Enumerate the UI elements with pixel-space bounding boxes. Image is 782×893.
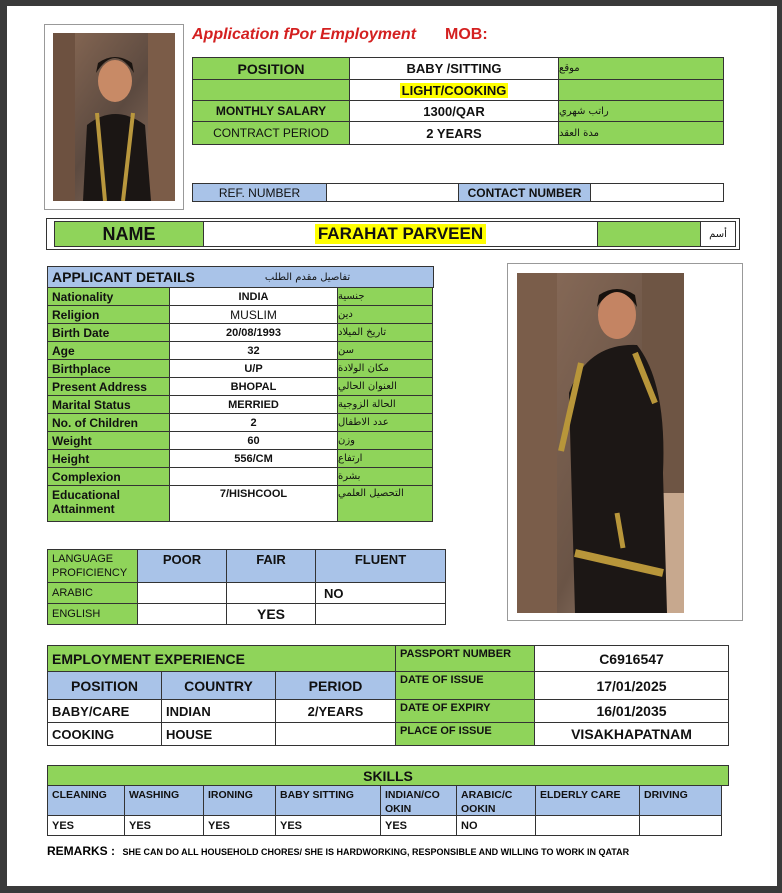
skill-name: CLEANING: [47, 785, 125, 816]
skill-name: DRIVING: [639, 785, 722, 816]
applicant-row-value: U/P: [169, 359, 338, 378]
applicant-row-label: Height: [47, 449, 170, 468]
skill-name: ARABIC/C OOKIN: [456, 785, 536, 816]
applicant-row-arabic: وزن: [337, 431, 433, 450]
name-spacer: [597, 221, 701, 247]
skill-value: [535, 815, 640, 836]
skill-name: BABY SITTING: [275, 785, 381, 816]
name-arabic: أسم: [700, 221, 736, 247]
application-sheet: [7, 6, 777, 886]
english-fluent: [315, 603, 446, 625]
applicant-row-value: 20/08/1993: [169, 323, 338, 342]
remarks: [47, 842, 747, 858]
contact-number-label: CONTACT NUMBER: [458, 183, 591, 202]
english-poor: [137, 603, 227, 625]
date-of-expiry-label: DATE OF EXPIRY: [395, 699, 535, 723]
skill-name: IRONING: [203, 785, 276, 816]
position-arabic-spacer: [558, 79, 724, 101]
applicant-row-value: 32: [169, 341, 338, 360]
exp-row2-position: COOKING: [47, 722, 162, 746]
exp-row1-country: INDIAN: [161, 699, 276, 723]
ref-number-label: REF. NUMBER: [192, 183, 327, 202]
skill-name: WASHING: [124, 785, 204, 816]
applicant-row-label: Complexion: [47, 467, 170, 486]
applicant-row-arabic: بشرة: [337, 467, 433, 486]
form-title: Application fPor Employment: [192, 26, 417, 43]
applicant-details-arabic: تفاصيل مقدم الطلب: [264, 271, 351, 283]
language-level-poor: POOR: [137, 549, 227, 583]
skill-value: NO: [456, 815, 536, 836]
applicant-row-arabic: العنوان الحالي: [337, 377, 433, 396]
position-value: BABY /SITTING: [349, 57, 559, 80]
date-of-issue-value: 17/01/2025: [534, 671, 729, 700]
place-of-issue-value: VISAKHAPATNAM: [534, 722, 729, 746]
exp-row1-period: 2/YEARS: [275, 699, 396, 723]
arabic-poor: [137, 582, 227, 604]
position-value2-cell: [349, 79, 559, 101]
large-photo-frame: [507, 263, 743, 621]
applicant-row-value: INDIA: [169, 287, 338, 306]
employment-experience-title: EMPLOYMENT EXPERIENCE: [47, 645, 396, 672]
name-label: NAME: [54, 221, 204, 247]
place-of-issue-label: PLACE OF ISSUE: [395, 722, 535, 746]
language-proficiency-header: LANGUAGE PROFICIENCY: [47, 549, 138, 583]
contract-value: 2 YEARS: [349, 121, 559, 145]
skill-name: ELDERLY CARE: [535, 785, 640, 816]
applicant-photo-large: [517, 273, 684, 613]
exp-header-country: COUNTRY: [161, 671, 276, 700]
salary-value: 1300/QAR: [349, 100, 559, 122]
skill-value: YES: [203, 815, 276, 836]
language-level-fluent: FLUENT: [315, 549, 446, 583]
remarks-text: SHE CAN DO ALL HOUSEHOLD CHORES/ SHE IS HARDWORKING, RESPONSIBLE AND WILLING TO WORK IN QATAR: [122, 847, 630, 857]
remarks-label: REMARKS :: [47, 844, 115, 858]
applicant-photo-small: [53, 33, 175, 201]
english-fair: YES: [226, 603, 316, 625]
applicant-row-label: Educational Attainment: [47, 485, 170, 522]
applicant-row-label: Religion: [47, 305, 170, 324]
ref-number-value: [326, 183, 459, 202]
salary-label: MONTHLY SALARY: [192, 100, 350, 122]
applicant-row-label: Marital Status: [47, 395, 170, 414]
applicant-row-arabic: سن: [337, 341, 433, 360]
applicant-row-arabic: عدد الاطفال: [337, 413, 433, 432]
applicant-row-arabic: مكان الولادة: [337, 359, 433, 378]
passport-number-value: C6916547: [534, 645, 729, 672]
applicant-row-label: Birth Date: [47, 323, 170, 342]
applicant-row-value: 7/HISHCOOL: [169, 485, 338, 522]
applicant-row-value: BHOPAL: [169, 377, 338, 396]
applicant-row-label: Weight: [47, 431, 170, 450]
exp-row2-period: [275, 722, 396, 746]
applicant-row-value: [169, 467, 338, 486]
small-photo-frame: [44, 24, 184, 210]
skill-value: [639, 815, 722, 836]
applicant-row-value: MUSLIM: [169, 305, 338, 324]
exp-header-period: PERIOD: [275, 671, 396, 700]
skill-value: YES: [380, 815, 457, 836]
exp-row1-position: BABY/CARE: [47, 699, 162, 723]
contract-arabic: مدة العقد: [558, 121, 724, 145]
mob-label: MOB:: [445, 26, 488, 43]
applicant-row-arabic: ارتفاع: [337, 449, 433, 468]
exp-row2-country: HOUSE: [161, 722, 276, 746]
applicant-row-arabic: دين: [337, 305, 433, 324]
language-level-fair: FAIR: [226, 549, 316, 583]
date-of-issue-label: DATE OF ISSUE: [395, 671, 535, 700]
language-row-english-name: ENGLISH: [47, 603, 138, 625]
salary-arabic: راتب شهري: [558, 100, 724, 122]
position-value2: LIGHT/COOKING: [401, 82, 507, 98]
applicant-row-label: Nationality: [47, 287, 170, 306]
applicant-row-arabic: الحالة الزوجية: [337, 395, 433, 414]
applicant-row-value: 556/CM: [169, 449, 338, 468]
skill-value: YES: [47, 815, 125, 836]
applicant-row-value: MERRIED: [169, 395, 338, 414]
applicant-row-value: 60: [169, 431, 338, 450]
applicant-row-label: No. of Children: [47, 413, 170, 432]
applicant-row-label: Age: [47, 341, 170, 360]
language-row-arabic-name: ARABIC: [47, 582, 138, 604]
skill-name: INDIAN/CO OKIN: [380, 785, 457, 816]
skill-value: YES: [124, 815, 204, 836]
skill-value: YES: [275, 815, 381, 836]
exp-header-position: POSITION: [47, 671, 162, 700]
contact-number-value: [590, 183, 724, 202]
position-arabic: موقع: [558, 57, 724, 80]
date-of-expiry-value: 16/01/2035: [534, 699, 729, 723]
name-value-cell: [203, 221, 598, 247]
skills-title: SKILLS: [47, 765, 729, 786]
applicant-row-arabic: التحصيل العلمي: [337, 485, 433, 522]
applicant-details-label: APPLICANT DETAILS: [52, 269, 195, 285]
applicant-row-arabic: جنسية: [337, 287, 433, 306]
arabic-fair: [226, 582, 316, 604]
applicant-details-title: [47, 266, 434, 288]
passport-number-label: PASSPORT NUMBER: [395, 645, 535, 672]
applicant-row-label: Birthplace: [47, 359, 170, 378]
position-spacer: [192, 79, 350, 101]
applicant-row-label: Present Address: [47, 377, 170, 396]
arabic-fluent: NO: [315, 582, 446, 604]
applicant-row-arabic: تاريخ الميلاد: [337, 323, 433, 342]
contract-label: CONTRACT PERIOD: [192, 121, 350, 145]
name-value: FARAHAT PARVEEN: [315, 224, 486, 244]
applicant-row-value: 2: [169, 413, 338, 432]
position-label: POSITION: [192, 57, 350, 80]
